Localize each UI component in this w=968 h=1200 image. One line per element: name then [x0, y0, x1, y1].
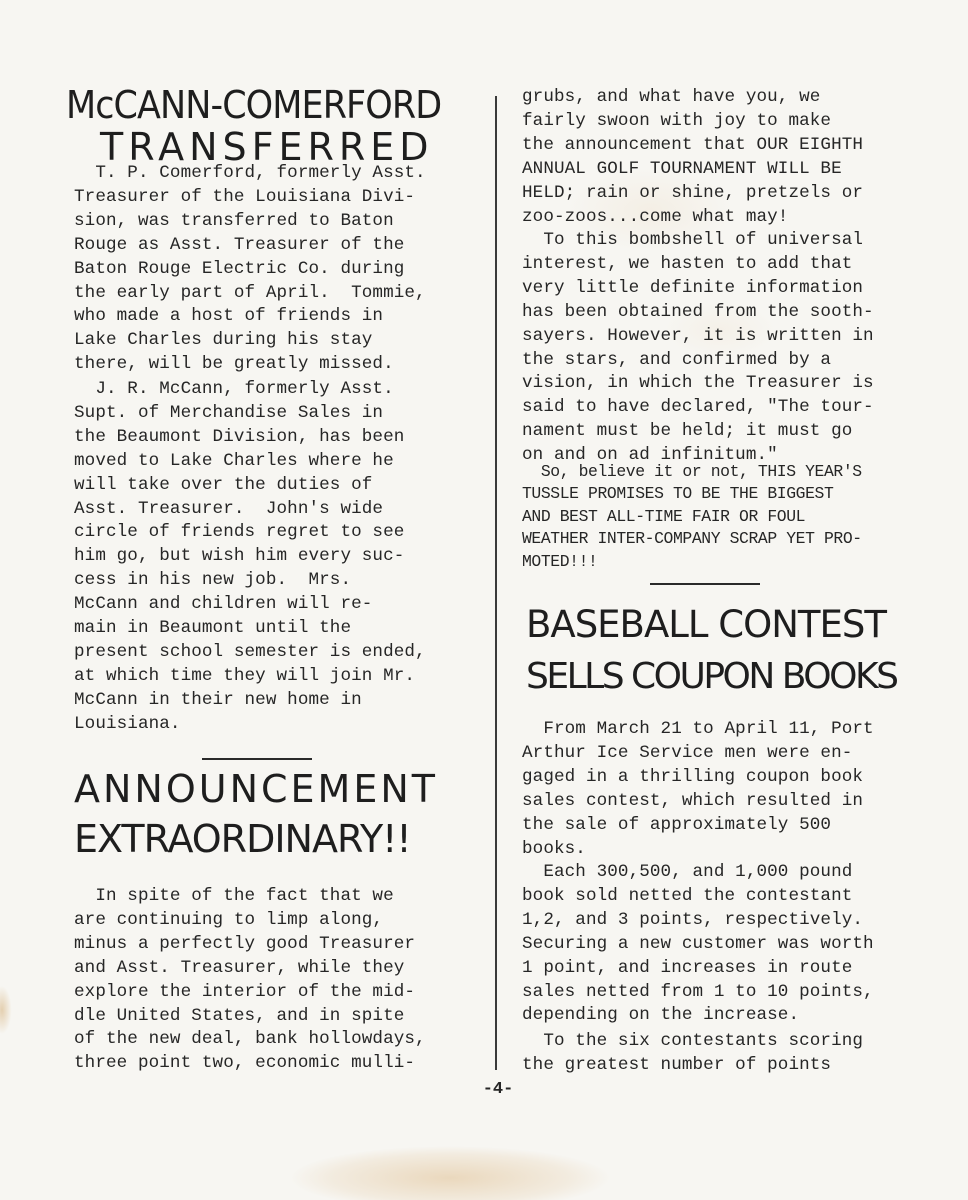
text-line: T. P. Comerford, formerly Asst. [74, 163, 426, 183]
text-line: explore the interior of the mid- [74, 981, 416, 1002]
text-line: the greatest number of points [522, 1054, 832, 1075]
text-line: sayers. However, it is written in [522, 325, 874, 346]
text-line: grubs, and what have you, we [522, 87, 821, 107]
text-line: circle of friends regret to see [74, 522, 405, 543]
headline-announcement [74, 766, 454, 862]
text-line: and Asst. Treasurer, while they [74, 957, 405, 978]
text-line: Supt. of Merchandise Sales in [74, 402, 384, 423]
text-line: To this bombshell of universal [522, 230, 864, 250]
text-line: at which time they will join Mr. [74, 665, 416, 686]
text-line: has been obtained from the sooth- [522, 301, 874, 322]
text-line: book sold netted the contestant [522, 885, 853, 906]
text-line: From March 21 to April 11, Port [522, 719, 874, 739]
text-line: present school semester is ended, [74, 641, 426, 662]
text-line: McCann in their new home in [74, 689, 362, 710]
text-line: So, believe it or not, THIS YEAR'S [522, 462, 862, 481]
text-line: sales contest, which resulted in [522, 790, 864, 811]
text-line: three point two, economic mulli- [74, 1053, 416, 1074]
text-line: Baton Rouge Electric Co. during [74, 258, 405, 279]
text-line: moved to Lake Charles where he [74, 450, 394, 471]
text-line: books. [522, 838, 586, 859]
text-line: WEATHER INTER-COMPANY SCRAP YET PRO- [522, 529, 862, 549]
text-line: zoo-zoos...come what may! [522, 206, 789, 227]
paragraph-contest [522, 718, 952, 861]
text-line: the early part of April. Tommie, [74, 282, 426, 303]
text-line: dle United States, and in spite [74, 1005, 405, 1026]
text-line: Louisiana. [74, 713, 181, 734]
text-line: the announcement that OUR EIGHTH [522, 134, 864, 155]
paragraph-contestants [522, 1030, 952, 1078]
text-line: sales netted from 1 to 10 points, [522, 981, 874, 1002]
text-line: AND BEST ALL-TIME FAIR OR FOUL [522, 506, 806, 526]
text-line: Securing a new customer was worth [522, 933, 874, 954]
headline-line-2: SELLS COUPON BOOKS [526, 656, 897, 697]
headline-line-1: McCANN-COMERFORD [66, 83, 442, 127]
column-rule [495, 96, 497, 1070]
text-line: the stars, and confirmed by a [522, 349, 832, 370]
headline-line-2: EXTRAORDINARY!! [74, 817, 411, 861]
text-line: are continuing to limp along, [74, 909, 384, 930]
text-line: of the new deal, bank hollowdays, [74, 1029, 426, 1050]
text-line: gaged in a thrilling coupon book [522, 766, 864, 787]
text-line: To the six contestants scoring [522, 1031, 864, 1051]
headline-mccann-comerford [66, 84, 456, 168]
headline-line-2: TRANSFERRED [100, 125, 434, 169]
paragraph-golf-continued [522, 86, 952, 229]
headline-line-1: BASEBALL CONTEST [526, 603, 886, 646]
section-divider [202, 758, 312, 760]
headline-baseball-contest [526, 602, 926, 700]
text-line: Arthur Ice Service men were en- [522, 742, 853, 763]
text-line: on and on ad infinitum." [522, 445, 778, 466]
text-line: fairly swoon with joy to make [522, 110, 832, 131]
text-line: very little definite information [522, 277, 864, 298]
text-line: depending on the increase. [522, 1005, 800, 1026]
paragraph-comerford [74, 162, 474, 377]
text-line: cess in his new job. Mrs. [74, 570, 352, 591]
text-line: nament must be held; it must go [522, 421, 853, 442]
text-line: there, will be greatly missed. [74, 354, 394, 375]
text-line: who made a host of friends in [74, 306, 384, 327]
edge-stain [0, 980, 20, 1040]
paragraph-tussle [522, 461, 952, 573]
paragraph-points [522, 861, 952, 1028]
text-line: said to have declared, "The tour- [522, 397, 874, 418]
text-line: Rouge as Asst. Treasurer of the [74, 234, 405, 255]
text-line: 1 point, and increases in route [522, 957, 853, 978]
paragraph-bombshell [522, 229, 952, 468]
paragraph-announcement [74, 885, 474, 1076]
text-line: the sale of approximately 500 [522, 814, 832, 835]
text-line: McCann and children will re- [74, 594, 373, 615]
text-line: main in Beaumont until the [74, 618, 352, 639]
text-line: Lake Charles during his stay [74, 330, 373, 351]
text-line: minus a perfectly good Treasurer [74, 933, 416, 954]
text-line: ANNUAL GOLF TOURNAMENT WILL BE [522, 158, 842, 179]
text-line: Asst. Treasurer. John's wide [74, 498, 384, 519]
text-line: J. R. McCann, formerly Asst. [74, 379, 394, 399]
text-line: HELD; rain or shine, pretzels or [522, 182, 864, 203]
text-line: TUSSLE PROMISES TO BE THE BIGGEST [522, 484, 834, 504]
text-line: interest, we hasten to add that [522, 253, 853, 274]
text-line: vision, in which the Treasurer is [522, 373, 874, 394]
text-line: 1,2, and 3 points, respectively. [522, 909, 864, 930]
page-number: -4- [482, 1080, 514, 1099]
text-line: In spite of the fact that we [74, 886, 394, 906]
text-line: MOTED!!! [522, 551, 598, 571]
text-line: him go, but wish him every suc- [74, 546, 405, 567]
text-line: Each 300,500, and 1,000 pound [522, 862, 853, 882]
paragraph-mccann [74, 378, 474, 737]
section-divider [650, 583, 760, 585]
text-line: Treasurer of the Louisiana Divi- [74, 186, 416, 207]
headline-line-1: ANNOUNCEMENT [74, 767, 438, 811]
text-line: will take over the duties of [74, 474, 373, 495]
text-line: the Beaumont Division, has been [74, 426, 405, 447]
water-stain [250, 1130, 650, 1200]
text-line: sion, was transferred to Baton [74, 210, 394, 231]
